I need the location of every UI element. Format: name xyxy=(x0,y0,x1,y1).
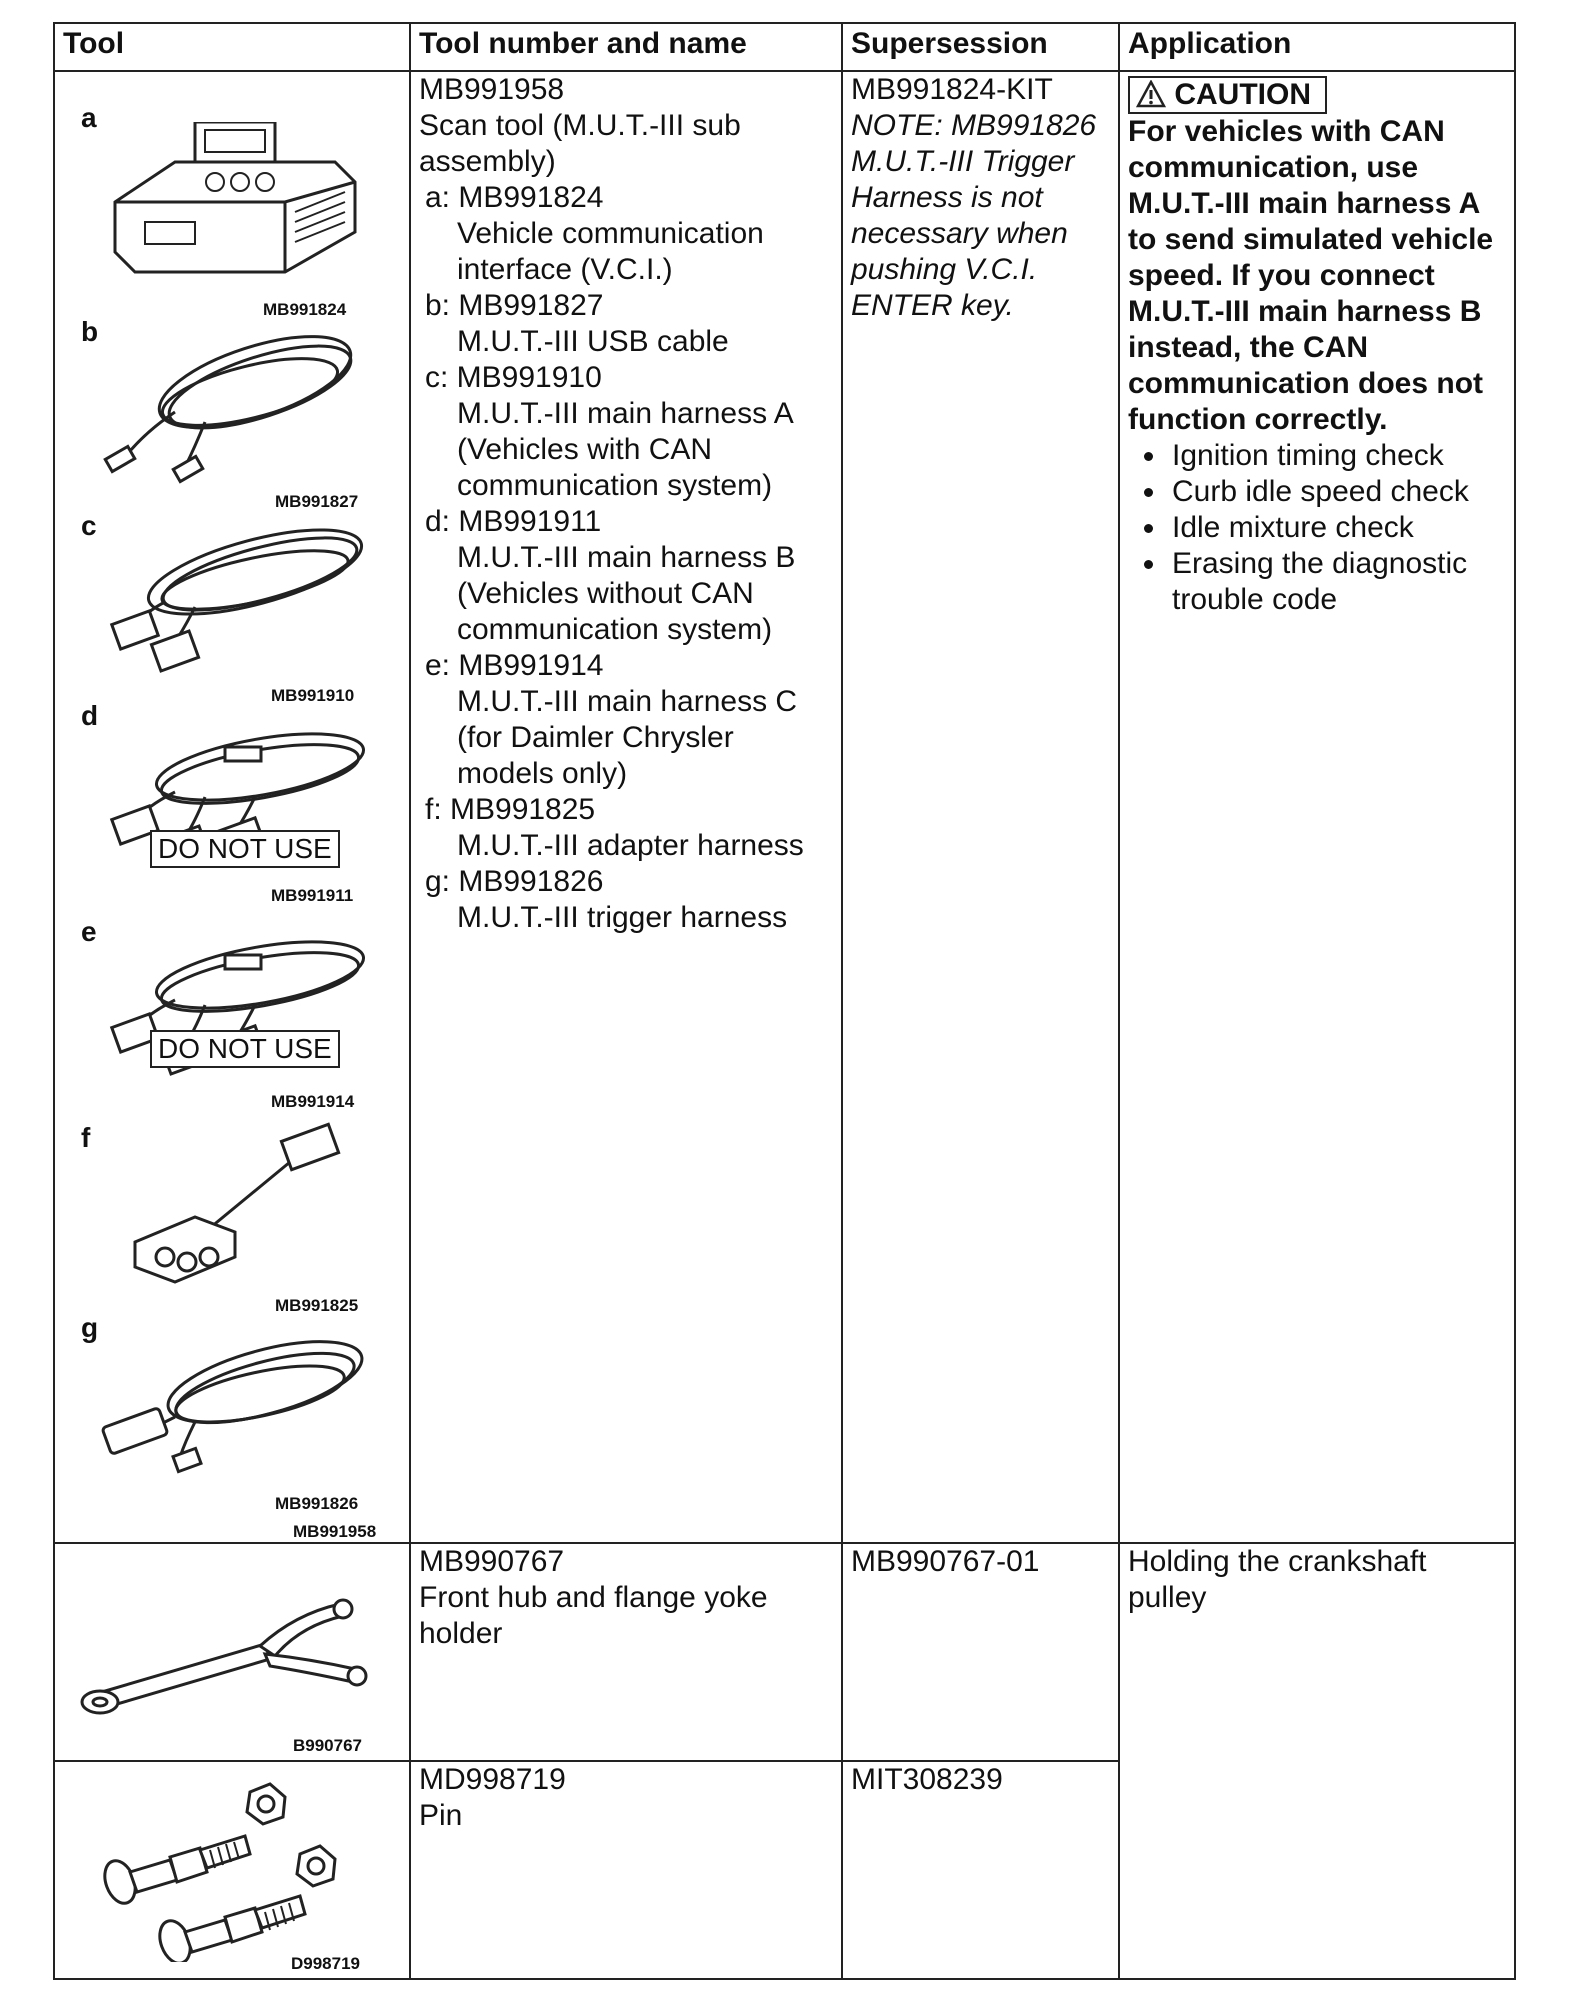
caution-box xyxy=(1128,76,1327,114)
tool-number: MD998719 xyxy=(419,1763,566,1796)
vci-device-icon xyxy=(105,122,365,292)
application-list xyxy=(1128,438,1506,618)
do-not-use-stamp: DO NOT USE xyxy=(150,1030,340,1068)
list-item: e: MB991914 M.U.T.-III main harness C (for Daimler Chrysler models only) xyxy=(425,649,798,790)
tool-name: Scan tool (M.U.T.-III sub assembly) xyxy=(419,109,741,178)
tool-illustration-md998719 xyxy=(54,1761,410,1979)
illustration-id: MB991825 xyxy=(275,1296,359,1315)
pin-icon xyxy=(95,1772,395,1962)
supersession-note: NOTE: MB991826 M.U.T.-III Trigger Harness is not necessary when pushing V.C.I. ENTER key. xyxy=(851,109,1097,322)
application-cell xyxy=(1119,71,1515,1543)
tool-number-name-cell xyxy=(410,71,842,1543)
usb-cable-icon xyxy=(85,322,375,492)
warning-triangle-icon xyxy=(1136,80,1166,108)
tool-illustration-mb990767 xyxy=(54,1543,410,1761)
caution-text: For vehicles with CAN communication, use M.U.T.-III main harness A to send simulated vehicle speed. If you connect M.U.T.-III main harness B instead, the CAN communication does not function correctly. xyxy=(1128,115,1494,436)
illustration-id: MB991910 xyxy=(271,686,355,705)
header-tool: Tool xyxy=(54,23,410,71)
illustration-group-id: MB991958 xyxy=(293,1522,377,1541)
illustration-letter: b xyxy=(81,316,99,347)
header-application: Application xyxy=(1119,23,1515,71)
tool-number: MB991958 xyxy=(419,73,565,106)
tool-name: Pin xyxy=(419,1799,463,1832)
list-item: d: MB991911 M.U.T.-III main harness B (Vehicles without CAN communication system) xyxy=(425,505,796,646)
supersession-number: MB990767-01 xyxy=(851,1545,1040,1578)
illustration-letter: d xyxy=(81,700,99,731)
table-row xyxy=(54,1543,1515,1761)
supersession-number: MIT308239 xyxy=(851,1763,1003,1796)
list-item: a: MB991824 Vehicle communication interface (V.C.I.) xyxy=(425,181,764,286)
tool-number-name-cell xyxy=(410,1543,842,1761)
application-cell xyxy=(1119,1543,1515,1979)
illustration-letter: f xyxy=(81,1122,91,1153)
illustration-id: MB991824 xyxy=(263,300,347,319)
main-harness-a-icon xyxy=(85,512,375,682)
tool-name: Front hub and flange yoke holder xyxy=(419,1581,768,1650)
list-item: c: MB991910 M.U.T.-III main harness A (Vehicles with CAN communication system) xyxy=(425,361,793,502)
list-item: • Curb idle speed check xyxy=(1168,474,1506,510)
illustration-letter: c xyxy=(81,510,97,541)
supersession-cell xyxy=(842,1761,1119,1979)
list-item: • Erasing the diagnostic trouble code xyxy=(1168,546,1506,618)
supersession-cell xyxy=(842,1543,1119,1761)
do-not-use-stamp: DO NOT USE xyxy=(150,830,340,868)
illustration-id: MB991827 xyxy=(275,492,359,511)
illustration-letter: a xyxy=(81,102,97,133)
supersession-number: MB991824-KIT xyxy=(851,73,1053,106)
illustration-letter: g xyxy=(81,1312,99,1343)
list-item: f: MB991825 M.U.T.-III adapter harness xyxy=(425,793,804,862)
illustration-id: MB991826 xyxy=(275,1494,359,1513)
subitem-list xyxy=(419,180,833,936)
supersession-cell xyxy=(842,71,1119,1543)
adapter-harness-icon xyxy=(95,1122,375,1292)
header-supersession: Supersession xyxy=(842,23,1119,71)
table-row xyxy=(54,71,1515,1543)
illustration-id: B990767 xyxy=(293,1736,363,1755)
illustration-letter: e xyxy=(81,916,97,947)
hub-yoke-holder-icon xyxy=(75,1574,395,1734)
illustration-id: D998719 xyxy=(291,1954,361,1973)
list-item: • Ignition timing check xyxy=(1168,438,1506,474)
list-item: g: MB991826 M.U.T.-III trigger harness xyxy=(425,865,788,934)
caution-label: CAUTION xyxy=(1174,78,1311,111)
application-text: Holding the crankshaft pulley xyxy=(1128,1545,1427,1614)
trigger-harness-icon xyxy=(85,1322,375,1492)
tool-number: MB990767 xyxy=(419,1545,565,1578)
list-item: b: MB991827 M.U.T.-III USB cable xyxy=(425,289,729,358)
tool-illustrations-mb991958 xyxy=(54,71,410,1543)
header-row xyxy=(54,23,1515,71)
list-item: • Idle mixture check xyxy=(1168,510,1506,546)
tool-number-name-cell xyxy=(410,1761,842,1979)
header-tool-number-name: Tool number and name xyxy=(410,23,842,71)
illustration-id: MB991911 xyxy=(271,886,354,905)
illustration-id: MB991914 xyxy=(271,1092,355,1111)
special-tools-table xyxy=(53,22,1516,1980)
